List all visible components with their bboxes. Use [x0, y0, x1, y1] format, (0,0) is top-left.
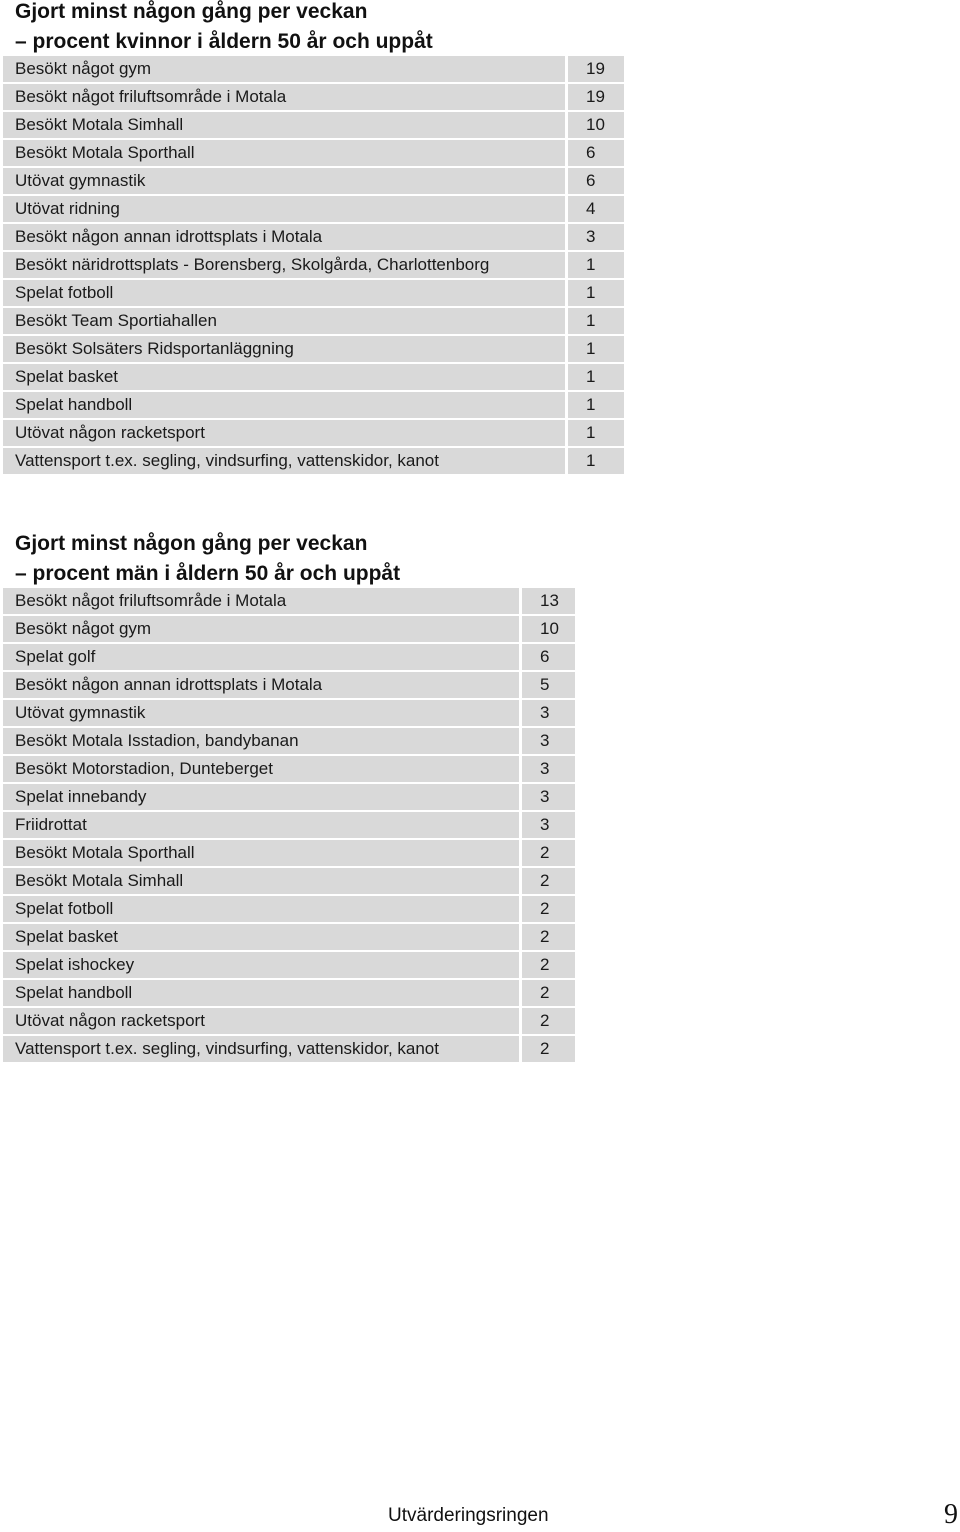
- row-value: 10: [522, 616, 575, 642]
- row-value: 6: [522, 644, 575, 670]
- row-label: Friidrottat: [3, 812, 519, 838]
- row-label: Spelat handboll: [3, 392, 565, 418]
- table-row: [3, 700, 575, 726]
- row-value: 1: [568, 280, 624, 306]
- women-heading-line1: Gjort minst någon gång per veckan: [15, 0, 368, 23]
- table-row: [3, 392, 624, 418]
- table-row: [3, 56, 624, 82]
- row-label: Vattensport t.ex. segling, vindsurfing, vattenskidor, kanot: [3, 1036, 519, 1062]
- row-value: 6: [568, 168, 624, 194]
- table-row: [3, 896, 575, 922]
- row-value: 1: [568, 336, 624, 362]
- row-value: 2: [522, 980, 575, 1006]
- row-value: 1: [568, 252, 624, 278]
- row-value: 1: [568, 364, 624, 390]
- row-label: Spelat innebandy: [3, 784, 519, 810]
- row-value: 3: [568, 224, 624, 250]
- row-label: Besökt något friluftsområde i Motala: [3, 588, 519, 614]
- row-value: 2: [522, 1036, 575, 1062]
- table-row: [3, 1008, 575, 1034]
- row-label: Spelat ishockey: [3, 952, 519, 978]
- table-row: [3, 812, 575, 838]
- table-row: [3, 952, 575, 978]
- row-label: Spelat fotboll: [3, 280, 565, 306]
- table-row: [3, 252, 624, 278]
- row-label: Besökt Motala Simhall: [3, 112, 565, 138]
- row-label: Spelat fotboll: [3, 896, 519, 922]
- men-table: [3, 588, 575, 1064]
- table-row: [3, 196, 624, 222]
- men-heading-line1: Gjort minst någon gång per veckan: [15, 532, 368, 555]
- row-value: 1: [568, 420, 624, 446]
- row-value: 2: [522, 1008, 575, 1034]
- table-row: [3, 784, 575, 810]
- table-row: [3, 112, 624, 138]
- table-row: [3, 308, 624, 334]
- row-label: Utövat gymnastik: [3, 168, 565, 194]
- table-row: [3, 980, 575, 1006]
- table-row: [3, 224, 624, 250]
- row-label: Spelat basket: [3, 924, 519, 950]
- table-row: [3, 616, 575, 642]
- table-row: [3, 588, 575, 614]
- row-label: Besökt Solsäters Ridsportanläggning: [3, 336, 565, 362]
- table-row: [3, 448, 624, 474]
- row-label: Besökt något friluftsområde i Motala: [3, 84, 565, 110]
- row-label: Besökt Team Sportiahallen: [3, 308, 565, 334]
- row-label: Besökt näridrottsplats - Borensberg, Skolgårda, Charlottenborg: [3, 252, 565, 278]
- row-label: Besökt någon annan idrottsplats i Motala: [3, 672, 519, 698]
- table-row: [3, 1036, 575, 1062]
- table-row: [3, 644, 575, 670]
- row-value: 2: [522, 924, 575, 950]
- table-row: [3, 336, 624, 362]
- row-label: Besökt något gym: [3, 616, 519, 642]
- row-label: Besökt Motala Sporthall: [3, 140, 565, 166]
- table-row: [3, 140, 624, 166]
- row-value: 10: [568, 112, 624, 138]
- table-row: [3, 728, 575, 754]
- row-value: 2: [522, 896, 575, 922]
- table-row: [3, 168, 624, 194]
- women-heading: [15, 0, 433, 57]
- table-row: [3, 672, 575, 698]
- row-label: Spelat basket: [3, 364, 565, 390]
- page-number: 9: [944, 1499, 958, 1530]
- table-row: [3, 840, 575, 866]
- women-heading-line2: – procent kvinnor i åldern 50 år och uppåt: [15, 30, 433, 53]
- row-value: 3: [522, 700, 575, 726]
- row-label: Utövat ridning: [3, 196, 565, 222]
- table-row: [3, 868, 575, 894]
- row-value: 2: [522, 952, 575, 978]
- row-value: 3: [522, 728, 575, 754]
- row-value: 19: [568, 84, 624, 110]
- table-row: [3, 924, 575, 950]
- men-heading: [15, 529, 400, 589]
- row-value: 4: [568, 196, 624, 222]
- row-value: 3: [522, 812, 575, 838]
- table-row: [3, 420, 624, 446]
- row-label: Spelat handboll: [3, 980, 519, 1006]
- row-value: 3: [522, 784, 575, 810]
- table-row: [3, 280, 624, 306]
- row-value: 1: [568, 448, 624, 474]
- row-label: Utövat någon racketsport: [3, 1008, 519, 1034]
- row-label: Vattensport t.ex. segling, vindsurfing, vattenskidor, kanot: [3, 448, 565, 474]
- row-label: Utövat gymnastik: [3, 700, 519, 726]
- row-value: 1: [568, 392, 624, 418]
- row-label: Spelat golf: [3, 644, 519, 670]
- footer-text: Utvärderingsringen: [388, 1505, 549, 1526]
- row-label: Utövat någon racketsport: [3, 420, 565, 446]
- row-value: 13: [522, 588, 575, 614]
- row-value: 3: [522, 756, 575, 782]
- row-label: Besökt Motala Isstadion, bandybanan: [3, 728, 519, 754]
- row-value: 2: [522, 840, 575, 866]
- row-label: Besökt något gym: [3, 56, 565, 82]
- row-value: 1: [568, 308, 624, 334]
- row-value: 6: [568, 140, 624, 166]
- row-label: Besökt Motala Sporthall: [3, 840, 519, 866]
- row-value: 19: [568, 56, 624, 82]
- row-label: Besökt Motala Simhall: [3, 868, 519, 894]
- men-heading-line2: – procent män i åldern 50 år och uppåt: [15, 562, 401, 585]
- table-row: [3, 364, 624, 390]
- table-row: [3, 756, 575, 782]
- table-row: [3, 84, 624, 110]
- row-label: Besökt någon annan idrottsplats i Motala: [3, 224, 565, 250]
- row-value: 2: [522, 868, 575, 894]
- women-table: [3, 56, 624, 476]
- row-label: Besökt Motorstadion, Dunteberget: [3, 756, 519, 782]
- row-value: 5: [522, 672, 575, 698]
